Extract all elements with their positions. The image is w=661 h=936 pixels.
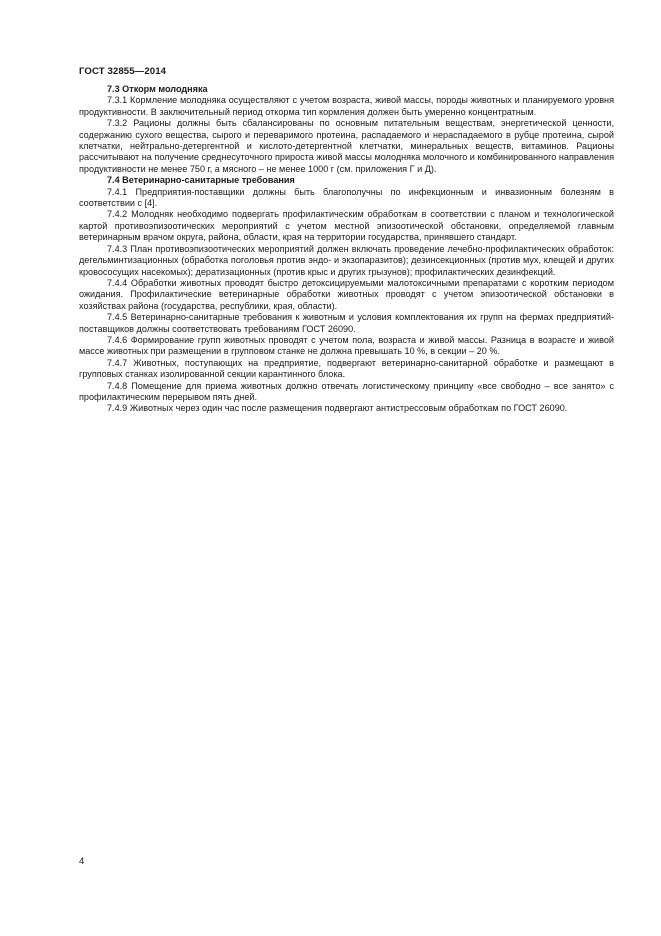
document-body — [79, 84, 614, 415]
paragraph: 7.4.5 Ветеринарно-санитарные требования к животным и условия комплектования их групп на фермах предприятий-поставщиков должны соответствовать требованиям ГОСТ 26090. — [79, 312, 614, 334]
paragraph: 7.3.2 Рационы должны быть сбалансированы по основным питательным веществам, энергетической ценности, содержанию сухого вещества, сырого и переваримого протеина, распадаемого и нераспадаемого в рубце протеина, сырой клетчатки, нейтрально-детергентной и кислото-детергентной клетчатки, минеральных веществ, витаминов. Рационы рассчитывают на получение среднесуточного прироста живой массы молодняка молочного и комбинированного направления продуктивности не менее 750 г, а мясного – не менее 1000 г (см. приложения Г и Д). — [79, 118, 614, 174]
paragraph: 7.4.6 Формирование групп животных проводят с учетом пола, возраста и живой массы. Разница в возрасте и живой массе животных при размещении в групповом станке не должна превышать 10 %, в секции – 20 %. — [79, 334, 614, 357]
paragraph: 7.4.1 Предприятия-поставщики должны быть благополучны по инфекционным и инвазионным болезням в соответствии с [4]. — [79, 186, 614, 209]
paragraph: 7.4.3 План противоэпизоотических мероприятий должен включать проведение лечебно-профилактических обработок: дегельминтизационных (обработка поголовья против эндо- и экзопаразитов); дезинсекционных (против мух, клещей и других кровососущих насекомых); дератизационных (против крыс и других грызунов); профилактических дезинфекций. — [79, 243, 614, 277]
paragraph: 7.4.8 Помещение для приема животных должно отвечать логистическому принципу «все свободно – все занято» с профилактическим перерывом пять дней. — [79, 380, 614, 402]
paragraph: 7.3.1 Кормление молодняка осуществляют с учетом возраста, живой массы, породы животных и планируемого уровня продуктивности. В заключительный период откорма тип кормления должен быть умеренно концентратным. — [79, 95, 614, 117]
paragraph: 7.4.2 Молодняк необходимо подвергать профилактическим обработкам в соответствии с планом и технологической картой противоэпизоотических мероприятий с учетом местной эпизоотической обстановки, определяемой главным ветеринарным врачом округа, района, области, края на территории государства, принявшего стандарт. — [79, 209, 614, 243]
paragraph: 7.4.7 Животных, поступающих на предприятие, подвергают ветеринарно-санитарной обработке и размещают в групповых станках изолированной секции карантинного блока. — [79, 357, 614, 380]
paragraph: 7.4.9 Животных через один час после размещения подвергают антистрессовым обработкам по ГОСТ 26090. — [107, 403, 568, 414]
section-heading: 7.4 Ветеринарно-санитарные требования — [107, 175, 295, 186]
paragraph: 7.4.4 Обработки животных проводят быстро детоксицируемыми малотоксичными препаратами с коротким периодом ожидания. Профилактические ветеринарные обработки животных проводят с учетом эпизоотической обстановки в хозяйствах района (государства, республики, края, области). — [79, 277, 614, 311]
document-header: ГОСТ 32855—2014 — [79, 66, 167, 77]
section-heading: 7.3 Откорм молодняка — [107, 84, 208, 94]
page-number: 4 — [79, 856, 85, 867]
